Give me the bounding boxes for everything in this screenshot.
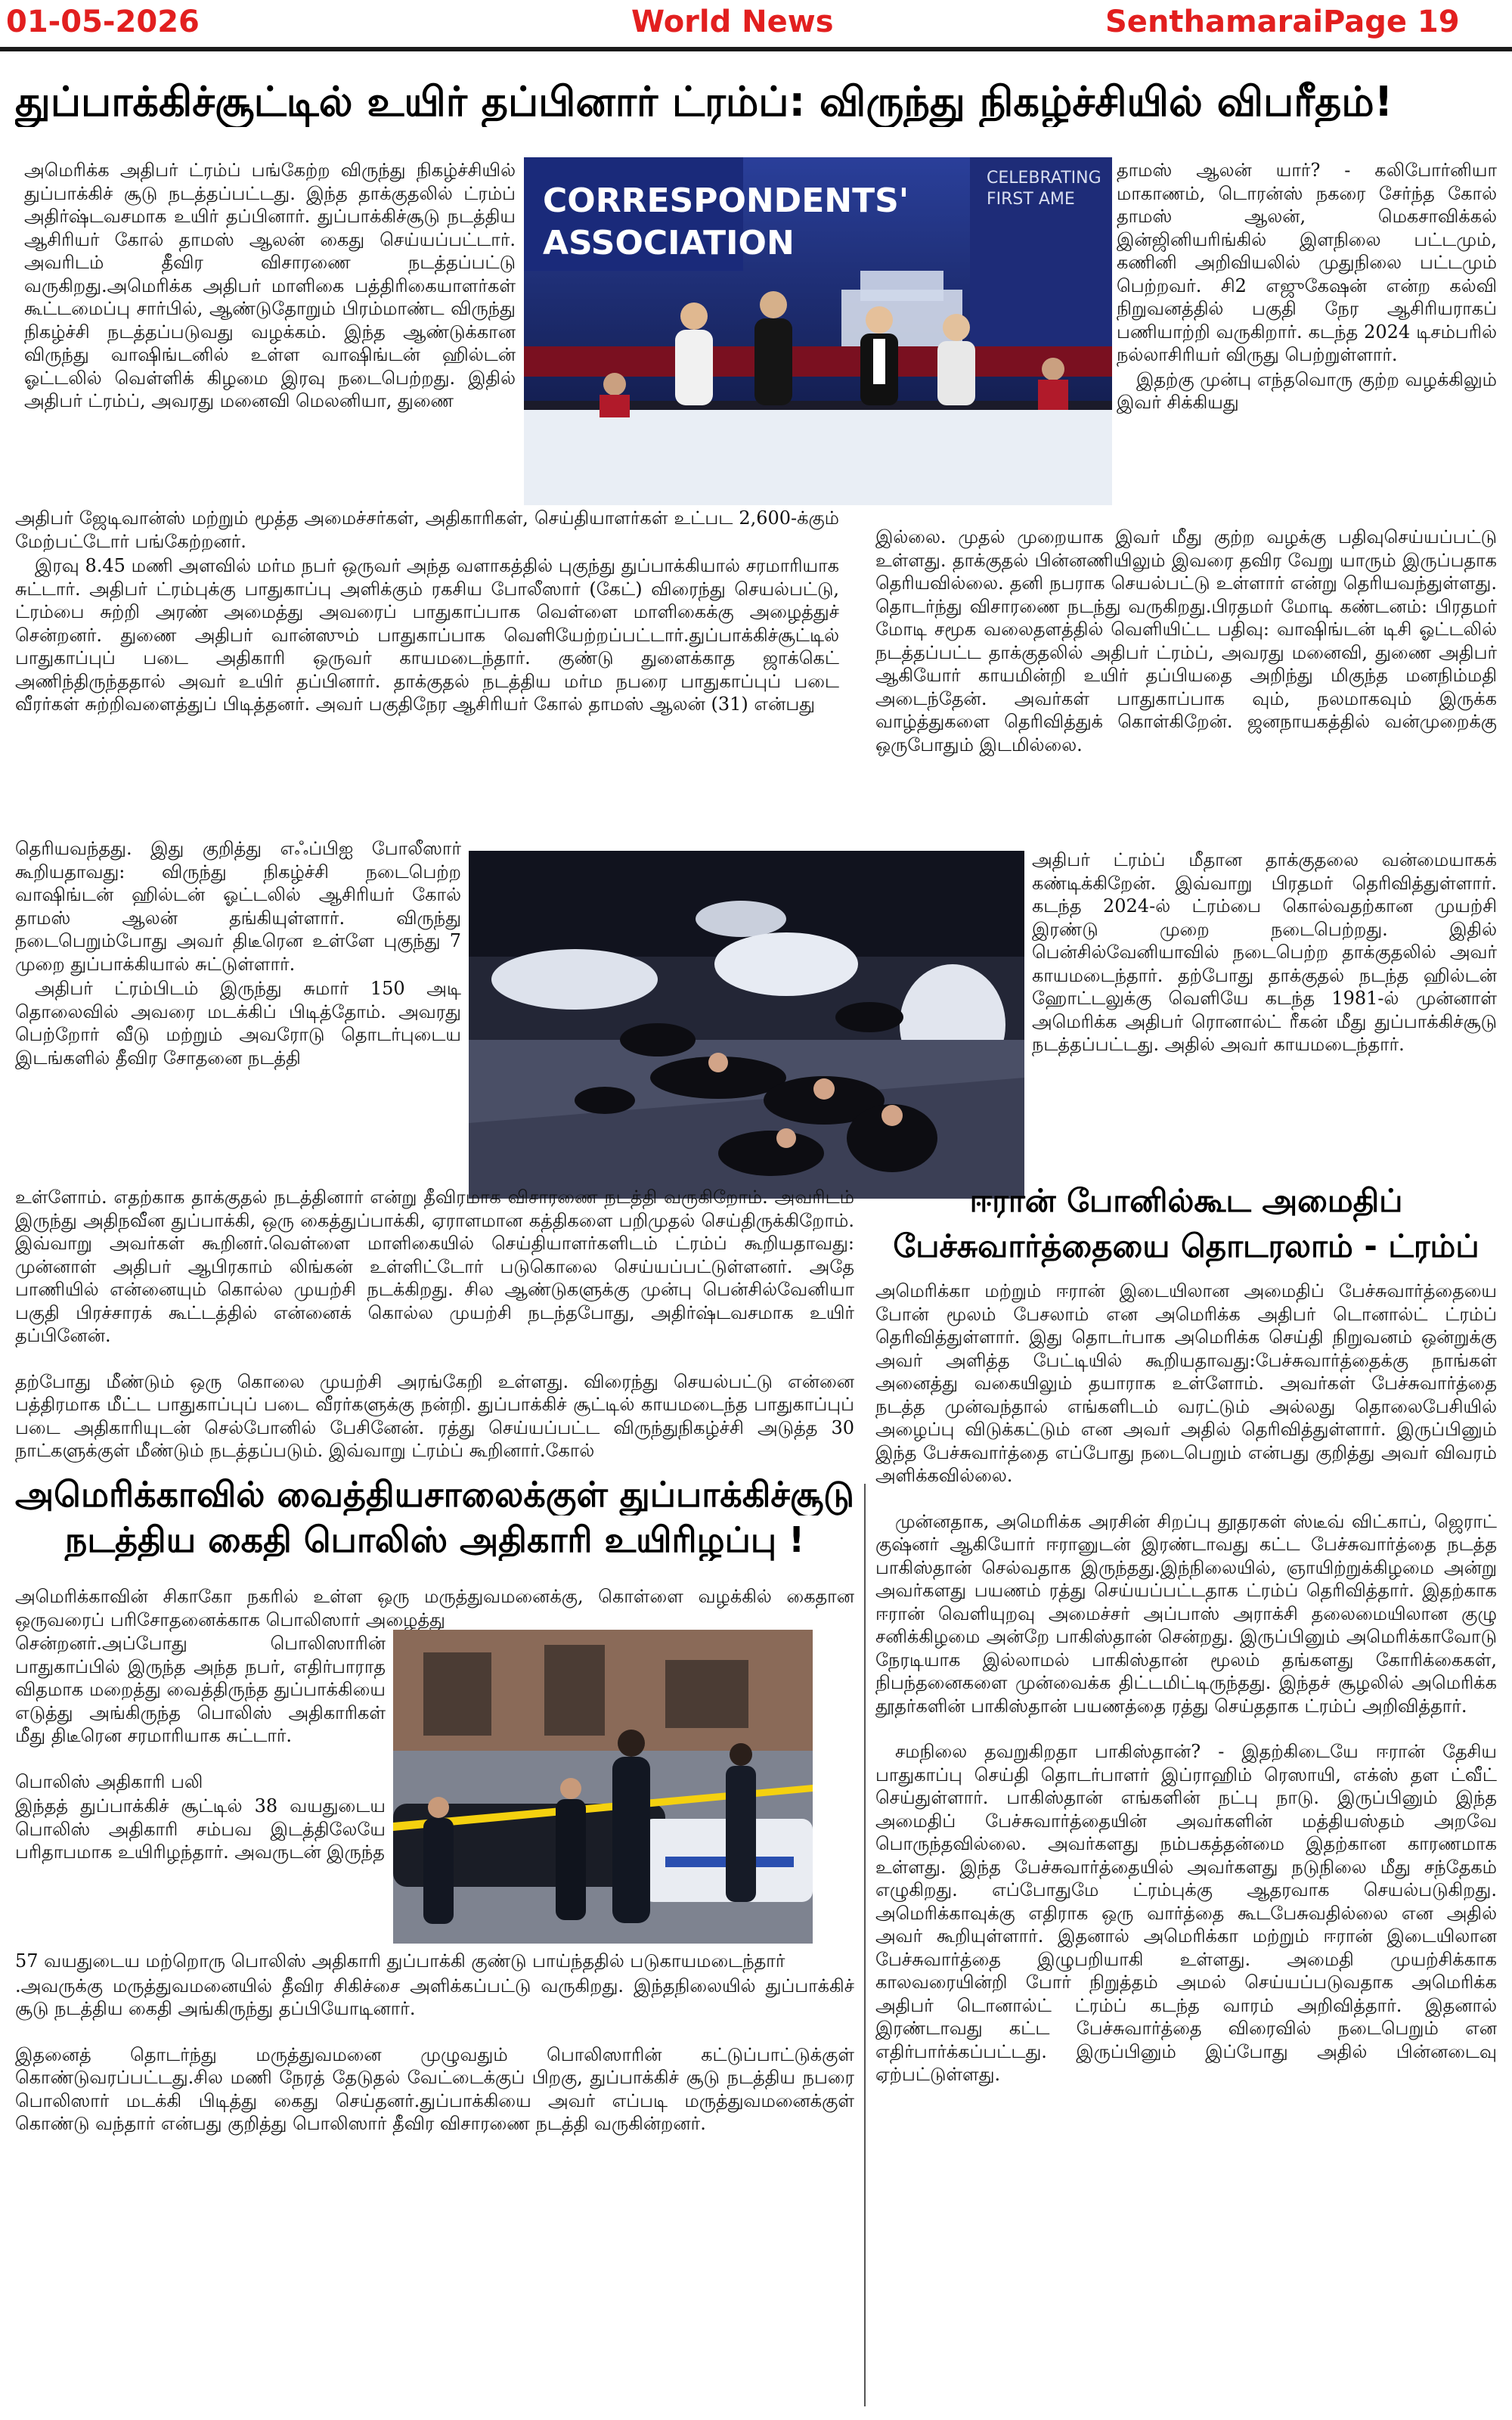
story2-side-text bbox=[15, 1632, 386, 1948]
paragraph: அதிபர் ஜேடிவான்ஸ் மற்றும் மூத்த அமைச்சர்கள், அதிகாரிகள், செய்தியாளர்கள் உட்பட 2,600-க்கும் மேற்பட்டோர் பங்கேற்றனர். bbox=[15, 507, 839, 552]
story3-headline-line2: பேச்சுவார்த்தையை தொடரலாம் - ட்ரம்ப் bbox=[893, 1227, 1479, 1264]
story2-headline-line2: நடத்திய கைதி பொலிஸ் அதிகாரி உயிரிழப்பு ! bbox=[64, 1519, 805, 1560]
paragraph: அமெரிக்க அதிபர் ட்ரம்ப் பங்கேற்ற விருந்து நிகழ்ச்சியில் துப்பாக்கிச் சூடு நடத்தப்பட்டது. இந்த தாக்குதலில் ட்ரம்ப் அதிர்ஷ்டவசமாக உயிர் தப்பினார். துப்பாக்கிச்சூடு நடத்திய ஆசிரியர் கோல் தாமஸ் ஆலன் கைது செய்யப்பட்டார். அவரிடம் தீவிர விசாரணை நடத்தப்பட்டு வருகிறது.அமெரிக்க அதிபர் மாளிகை பத்திரிகையாளர்கள் கூட்டமைப்பு சார்பில், ஆண்டுதோறும் பிரம்மாண்ட விருந்து நிகழ்ச்சி நடத்தப்படுவது வழக்கம். இந்த ஆண்டுக்கான விருந்து வாஷிங்டனில் உள்ள வாஷிங்டன் ஹில்டன் ஓட்டலில் வெள்ளிக் கிழமை இரவு நடைபெற்றது. இதில் அதிபர் ட்ரம்ப், அவரது மனைவி மெலனியா, துணை bbox=[24, 160, 516, 411]
story1-text-right-a bbox=[1117, 159, 1497, 503]
photo-dinner-stage bbox=[524, 157, 1112, 505]
paragraph: பொலிஸ் அதிகாரி பலி bbox=[15, 1770, 203, 1792]
page-header bbox=[0, 0, 1512, 51]
paragraph: இதனைத் தொடர்ந்து மருத்துவமனை முழுவதும் பொலிஸாரின் கட்டுப்பாட்டுக்குள் கொண்டுவரப்பட்டது.சில மணி நேரத் தேடுதல் வேட்டைக்குப் பிறகு, துப்பாக்கிச் சூடு நடத்திய நபரை பொலிஸார் மடக்கி பிடித்து கைது செய்தனர்.துப்பாக்கியை அவர் எப்படி மருத்துவமனைக்குள் கொண்டு வந்தார் என்பது குறித்து பொலிஸார் தீவிர விசாரணை நடத்தி வருகின்றனர். bbox=[15, 2043, 854, 2134]
main-headline: துப்பாக்கிச்சூட்டில் உயிர் தப்பினார் ட்ரம்ப்: விருந்து நிகழ்ச்சியில் விபரீதம்! bbox=[15, 78, 1393, 126]
story3-headline-line1: ஈரான் போனில்கூட அமைதிப் bbox=[969, 1182, 1403, 1219]
paragraph: தற்போது மீண்டும் ஒரு கொலை முயற்சி அரங்கேறி உள்ளது. விரைந்து செயல்பட்டு என்னை பத்திரமாக மீட்ட பாதுகாப்புப் படை வீரர்களுக்கு நன்றி. துப்பாக்கிச் சூட்டில் காயமடைந்த பாதுகாப்புப் படை அதிகாரியுடன் செல்போனில் பேசினேன். ரத்து செய்யப்பட்ட விருந்துநிகழ்ச்சி அடுத்த 30 நாட்களுக்குள் மீண்டும் நடத்தப்படும். இவ்வாறு ட்ரம்ப் கூறினார்.கோல் bbox=[15, 1370, 854, 1461]
column-divider bbox=[864, 1484, 866, 2406]
story2-intro bbox=[15, 1585, 854, 1632]
paragraph: முன்னதாக, அமெரிக்க அரசின் சிறப்பு தூதரகள் ஸ்டீவ் விட்காப், ஜெராட் குஷ்னர் ஆகியோர் ஈரானுடன் இரண்டாவது கட்ட பேச்சுவார்த்தை நடத்த பாகிஸ்தான் செல்வதாக இருந்தது.இந்நிலையில், ஞாயிற்றுக்கிழமை அன்று அவர்களது பயணம் ரத்து செய்யப்பட்டதாக ட்ரம்ப் தெரிவித்தார். இதற்காக ஈரான் வெளியுறவு அமைச்சர் அப்பாஸ் அராக்சி தலைமையிலான குழு சனிக்கிழமை அன்றே பாகிஸ்தான் சென்றது. இருப்பினும் அமெரிக்காவோடு நேரடியாக இல்லாமல் பாகிஸ்தான் மூலம் தங்களது கோரிக்கைகள், நிபந்தனைகளை முன்வைக்க திட்டமிட்டிருந்தது. இந்தச் சூழலில் அமெரிக்க தூதர்களின் பாகிஸ்தான் பயணத்தை ரத்து செய்ததாக ட்ரம்ப் அறிவித்தார். bbox=[875, 1510, 1497, 1717]
header-paper: Senthamarai bbox=[1105, 5, 1324, 39]
paragraph: இந்தத் துப்பாக்கிச் சூட்டில் 38 வயதுடைய பொலிஸ் அதிகாரி சம்பவ இடத்திலேயே பரிதாபமாக உயிரிழந்தார். அவருடன் இருந்த bbox=[15, 1795, 386, 1863]
paragraph: இரவு 8.45 மணி அளவில் மர்ம நபர் ஒருவர் அந்த வளாகத்தில் புகுந்து துப்பாக்கியால் சரமாரியாக சுட்டார். அதிபர் ட்ரம்புக்கு பாதுகாப்பு அளிக்கும் ரகசிய போலீஸார் (கேட்) விரைந்து செயல்பட்டு, ட்ரம்பை சுற்றி அரண் அமைத்து அவரைப் பாதுகாப்பாக வெள்ளை மாளிகைக்கு அழைத்துச் சென்றனர். துணை அதிபர் வான்ஸும் பாதுகாப்பாக வெளியேற்றப்பட்டார்.துப்பாக்கிச்சூட்டில் பாதுகாப்புப் படை அதிகாரி ஒருவர் காயமடைந்தார். குண்டு துளைக்காத ஜாக்கெட் அணிந்திருந்ததால் அவர் உயிர் தப்பினார். தாக்குதல் நடத்திய மர்ம நபரை பாதுகாப்புப் படை வீரர்கள் சுற்றிவளைத்துப் பிடித்தனர். அவர் பகுதிநேர ஆசிரியர் கோல் தாமஸ் ஆலன் (31) என்பது bbox=[15, 555, 839, 715]
story1-text-left-b bbox=[15, 507, 839, 827]
paragraph: இல்லை. முதல் முறையாக இவர் மீது குற்ற வழக்கு பதிவுசெய்யப்பட்டு உள்ளது. தாக்குதல் பின்னணியிலும் இவரை தவிர வேறு யாரும் இருப்பதாக தெரியவில்லை. தனி நபராக செயல்பட்டு உள்ளார் என்று தெரியவந்துள்ளது. தொடர்ந்து விசாரணை நடந்து வருகிறது.பிரதமர் மோடி கண்டனம்: பிரதமர் மோடி சமூக வலைதளத்தில் வெளியிட்ட பதிவு: வாஷிங்டன் டிசி ஓட்டலில் நடத்தப்பட்ட தாக்குதலில் அதிபர் ட்ரம்ப், அவரது மனைவி, துணை அதிபர் ஆகியோர் காயமின்றி உயிர் தப்பியதை அறிந்து மிகுந்த மனநிம்மதி அடைந்தேன். அவர்கள் பாதுகாப்பாக வும், நலமாகவும் இருக்க வாழ்த்துகளை தெரிவித்துக் கொள்கிறேன். ஜனநாயகத்தில் வன்முறைக்கு ஒருபோதும் இடமில்லை. bbox=[875, 526, 1497, 755]
header-page: Page 19 bbox=[1323, 5, 1460, 39]
story1-text-right-c bbox=[1032, 849, 1497, 1170]
story1-text-right-b bbox=[875, 526, 1497, 843]
photo-caption-association: CORRESPONDENTS' ASSOCIATION bbox=[543, 182, 909, 262]
paragraph: .அவருக்கு மருத்துவமனையில் தீவிர சிகிச்சை அளிக்கப்பட்டு வருகிறது. இந்தநிலையில் துப்பாக்கிச் சூடு நடத்திய கைதி அங்கிருந்து தப்பியோடினார். bbox=[15, 1975, 854, 2019]
paragraph: சென்றனர்.அப்போது பொலிஸாரின் பாதுகாப்பில் இருந்த அந்த நபர், எதிர்பாராத விதமாக மறைத்து வைத்திருந்த துப்பாக்கியை எடுத்து அங்கிருந்த பொலிஸ் அதிகாரிகள் மீது திடீரென சரமாரியாக சுட்டார். bbox=[15, 1633, 386, 1746]
paragraph: தாமஸ் ஆலன் யார்? - கலிபோர்னியா மாகாணம், டொரன்ஸ் நகரை சேர்ந்த கோல் தாமஸ் ஆலன், மெகசாவிக்கல் இன்ஜினியரிங்கில் இளநிலை பட்டமும், கணினி அறிவியலில் முதுநிலை பட்டமும் பெற்றவர். சி2 எஜுகேஷன் என்ற கல்வி நிறுவனத்தில் பகுதி நேர ஆசிரியராகப் பணியாற்றி வருகிறார். கடந்த 2024 டிசம்பரில் நல்லாசிரியர் விருது பெற்றுள்ளார். bbox=[1117, 160, 1497, 365]
police-scene bbox=[393, 1630, 813, 1944]
story3-text bbox=[875, 1280, 1497, 2408]
paragraph: தெரியவந்தது. இது குறித்து எஃப்பிஐ போலீஸார் கூறியதாவது: விருந்து நிகழ்ச்சி நடைபெற்ற வாஷிங்டன் ஹில்டன் ஓட்டலில் ஆசிரியர் கோல் தாமஸ் ஆலன் தங்கியுள்ளார். விருந்து நடைபெறும்போது அவர் திடீரென உள்ளே புகுந்து 7 முறை துப்பாக்கியால் சுட்டுள்ளார். bbox=[15, 838, 461, 975]
paragraph: அமெரிக்கா மற்றும் ஈரான் இடையிலான அமைதிப் பேச்சுவார்த்தையை போன் மூலம் பேசலாம் என அமெரிக்க அதிபர் டொனால்ட் ட்ரம்ப் தெரிவித்துள்ளார். இது தொடர்பாக அமெரிக்க செய்தி நிறுவனம் ஒன்றுக்கு அவர் அளித்த பேட்டியில் கூறியதாவது:பேச்சுவார்த்தைக்கு நாங்கள் அனைத்து வகையிலும் தயாராக உள்ளோம். அவர்கள் பேச்சுவார்த்தை நடத்த முன்வந்தால் எங்களிடம் வரட்டும் அல்லது தொலைபேசியில் அழைப்பு விடுக்கட்டும் என அவர் அதில் தெரிவித்துள்ளார். இருப்பினும் இந்த பேச்சுவார்த்தை எப்போது நடைபெறும் என்பது குறித்து அவர் விவரம் அளிக்கவில்லை. bbox=[875, 1280, 1497, 1486]
paragraph: இதற்கு முன்பு எந்தவொரு குற்ற வழக்கிலும் இவர் சிக்கியது bbox=[1117, 368, 1497, 413]
photo-shooting-chaos bbox=[469, 851, 1024, 1199]
paragraph: 57 வயதுடைய மற்றொரு பொலிஸ் அதிகாரி துப்பாக்கி குண்டு பாய்ந்ததில் படுகாயமடைந்தார் bbox=[15, 1950, 785, 1972]
story1-text-left-a bbox=[24, 159, 516, 504]
paragraph: அதிபர் ட்ரம்ப் மீதான தாக்குதலை வன்மையாகக் கண்டிக்கிறேன். இவ்வாறு பிரதமர் தெரிவித்துள்ளார். கடந்த 2024-ல் ட்ரம்பை கொல்வதற்கான முயற்சி இரண்டு முறை நடைபெற்றது. இதில் பென்சில்வேனியாவில் நடைபெற்ற தாக்குதலில் அவர் காயமடைந்தார். தற்போது தாக்குதல் நடந்த ஹில்டன் ஹோட்டலுக்கு வெளியே கடந்த 1981-ல் முன்னாள் அமெரிக்க அதிபர் ரொனால்ட் ரீகன் மீது துப்பாக்கிச்சூடு நடத்தப்பட்டது. அதில் அவர் காயமடைந்தார். bbox=[1032, 849, 1497, 1055]
header-section: World News bbox=[631, 5, 834, 39]
chaos-scene bbox=[469, 851, 1024, 1199]
paragraph: உள்ளோம். எதற்காக தாக்குதல் நடத்தினார் என்று தீவிரமாக விசாரணை நடத்தி வருகிறோம். அவரிடம் இருந்து அதிநவீன துப்பாக்கி, ஒரு கைத்துப்பாக்கி, ஏராளமான கத்திகளை பறிமுதல் செய்திருக்கிறோம். இவ்வாறு அவர்கள் கூறினர்.வெள்ளை மாளிகையில் செய்தியாளர்களிடம் ட்ரம்ப் கூறியதாவது: முன்னாள் அதிபர் ஆபிரகாம் லிங்கன் உள்ளிட்டோர் படுகொலை செய்யப்பட்டுள்ளனர். அதே பாணியில் என்னையும் கொல்ல முயற்சி நடக்கிறது. சில ஆண்டுகளுக்கு முன்பு பென்சில்வேனியா பகுதி பிரச்சாரக் கூட்டத்தில் என்னைக் கொல்ல முயற்சி நடந்தபோது, அதிர்ஷ்டவசமாக உயிர் தப்பினேன். bbox=[15, 1187, 854, 1346]
story2-headline-line1: அமெரிக்காவில் வைத்தியசாலைக்குள் துப்பாக்கிச்சூடு bbox=[15, 1474, 854, 1515]
paragraph: சமநிலை தவறுகிறதா பாகிஸ்தான்? - இதற்கிடையே ஈரான் தேசிய பாதுகாப்பு செய்தி தொடர்பாளர் இப்ராஹிம் ரெஸாயி, எக்ஸ் தள ட்வீட் செய்துள்ளார். பாகிஸ்தான் எங்களின் நட்பு நாடு. இருப்பினும் இந்த அமைதிப் பேச்சுவார்த்தையின் அவர்களின் மத்தியஸ்தம் அறவே பொருந்தவில்லை. அவர்களது நம்பகத்தன்மை இதற்கான காரணமாக உள்ளது. இந்த பேச்சுவார்த்தையில் அவர்களது நடுநிலை மீது சந்தேகம் எழுகிறது. எப்போதுமே ட்ரம்புக்கு ஆதரவாக செயல்படுகிறது. அமெரிக்காவுக்கு எதிராக ஒரு வார்த்தை கூடபேசுவதில்லை என அதில் அவர் கூறியுள்ளார். இதனால் அமெரிக்கா மற்றும் ஈரான் இடையிலான பேச்சுவார்த்தை இழுபறியாகி உள்ளது. அமைதி முயற்சிக்காக காலவரையின்றி போர் நிறுத்தம் அமல் செய்யப்படுவதாக அமெரிக்க அதிபர் டொனால்ட் ட்ரம்ப் கடந்த வாரம் அறிவித்தார். இதனால் இரண்டாவது கட்ட பேச்சுவார்த்தை விரைவில் நடைபெறும் என எதிர்பார்க்கப்பட்டது. இருப்பினும் இப்போது அதில் பின்னடைவு ஏற்பட்டுள்ளது. bbox=[875, 1741, 1497, 2085]
paragraph: அமெரிக்காவின் சிகாகோ நகரில் உள்ள ஒரு மருத்துவமனைக்கு, கொள்ளை வழக்கில் கைதான ஒருவரைப் பரிசோதனைக்காக பொலிஸார் அழைத்து bbox=[15, 1586, 854, 1630]
story1-text-left-d bbox=[15, 1186, 854, 1469]
header-date: 01-05-2026 bbox=[6, 5, 200, 39]
paragraph: அதிபர் ட்ரம்பிடம் இருந்து சுமார் 150 அடி தொலைவில் அவரை மடக்கிப் பிடித்தோம். அவரது பெற்றோர் வீடு மற்றும் அவரோடு தொடர்புடைய இடங்களில் தீவிர சோதனை நடத்தி bbox=[15, 978, 461, 1069]
story2-bottom-text bbox=[15, 1950, 854, 2407]
photo-police-scene bbox=[393, 1630, 813, 1944]
photo-banner-text: CELEBRATING FIRST AME bbox=[987, 169, 1101, 209]
story1-text-left-c bbox=[15, 837, 461, 1176]
